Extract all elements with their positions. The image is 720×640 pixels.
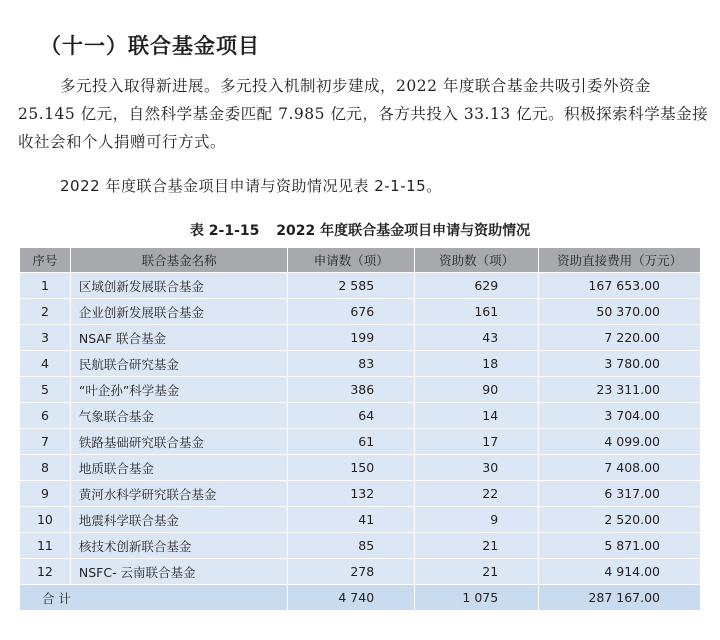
header-direct-cost: 资助直接费用（万元） [539, 248, 701, 273]
row-index: 6 [20, 403, 71, 429]
funded-count: 90 [415, 377, 539, 403]
funded-count: 30 [415, 455, 539, 481]
section-title: （十一）联合基金项目 [40, 34, 260, 58]
row-index: 4 [20, 351, 71, 377]
applications-count: 61 [288, 429, 415, 455]
fund-name: 核技术创新联合基金 [70, 533, 288, 559]
fund-name: 民航联合研究基金 [70, 351, 288, 377]
fund-name: 地震科学联合基金 [70, 507, 288, 533]
header-applications: 申请数（项） [288, 248, 415, 273]
applications-count: 83 [288, 351, 415, 377]
funded-count: 21 [415, 559, 539, 585]
funded-count: 18 [415, 351, 539, 377]
row-index: 11 [20, 533, 71, 559]
row-index: 3 [20, 325, 71, 351]
table-row [20, 325, 701, 351]
table-row [20, 533, 701, 559]
funded-count: 17 [415, 429, 539, 455]
funded-count: 161 [415, 299, 539, 325]
applications-count: 278 [288, 559, 415, 585]
funded-count: 14 [415, 403, 539, 429]
table-number: 表 2-1-15 [189, 223, 260, 239]
row-index: 10 [20, 507, 71, 533]
funded-count: 9 [415, 507, 539, 533]
paragraph-line: 25.145 亿元，自然科学基金委匹配 7.985 亿元，各方共投入 33.13 亿元。积极探索科学基金接 [18, 105, 709, 123]
applications-count: 386 [288, 377, 415, 403]
direct-cost: 50 370.00 [539, 299, 701, 325]
table-row [20, 507, 701, 533]
fund-name: “叶企孙”科学基金 [70, 377, 288, 403]
direct-cost: 3 704.00 [539, 403, 701, 429]
direct-cost: 5 871.00 [539, 533, 701, 559]
total-direct-cost: 287 167.00 [539, 585, 701, 611]
table-caption [0, 220, 720, 240]
table-row [20, 481, 701, 507]
fund-name: NSAF 联合基金 [70, 325, 288, 351]
table-row [20, 299, 701, 325]
table-row [20, 377, 701, 403]
intro-paragraph [18, 72, 709, 156]
joint-fund-table [19, 247, 701, 611]
direct-cost: 7 220.00 [539, 325, 701, 351]
table-row [20, 403, 701, 429]
row-index: 8 [20, 455, 71, 481]
fund-name: 气象联合基金 [70, 403, 288, 429]
table-row [20, 273, 701, 299]
fund-name: 黄河水科学研究联合基金 [70, 481, 288, 507]
fund-name: NSFC- 云南联合基金 [70, 559, 288, 585]
fund-name: 区域创新发展联合基金 [70, 273, 288, 299]
fund-name: 地质联合基金 [70, 455, 288, 481]
funded-count: 629 [415, 273, 539, 299]
fund-name: 铁路基础研究联合基金 [70, 429, 288, 455]
direct-cost: 4 914.00 [539, 559, 701, 585]
table-row [20, 559, 701, 585]
fund-name: 企业创新发展联合基金 [70, 299, 288, 325]
direct-cost: 6 317.00 [539, 481, 701, 507]
total-funded: 1 075 [415, 585, 539, 611]
header-fund-name: 联合基金名称 [70, 248, 288, 273]
funded-count: 22 [415, 481, 539, 507]
applications-count: 41 [288, 507, 415, 533]
direct-cost: 23 311.00 [539, 377, 701, 403]
applications-count: 150 [288, 455, 415, 481]
header-index: 序号 [20, 248, 71, 273]
total-label: 合 计 [20, 585, 288, 611]
row-index: 7 [20, 429, 71, 455]
row-index: 1 [20, 273, 71, 299]
row-index: 9 [20, 481, 71, 507]
table-row [20, 455, 701, 481]
funded-count: 21 [415, 533, 539, 559]
direct-cost: 2 520.00 [539, 507, 701, 533]
applications-count: 2 585 [288, 273, 415, 299]
direct-cost: 7 408.00 [539, 455, 701, 481]
total-applications: 4 740 [288, 585, 415, 611]
applications-count: 132 [288, 481, 415, 507]
applications-count: 199 [288, 325, 415, 351]
direct-cost: 3 780.00 [539, 351, 701, 377]
total-row [20, 585, 701, 611]
table-row [20, 429, 701, 455]
paragraph-line: 收社会和个人捐赠可行方式。 [18, 133, 227, 151]
table-header-row [20, 248, 701, 273]
applications-count: 676 [288, 299, 415, 325]
table-reference-paragraph: 2022 年度联合基金项目申请与资助情况见表 2-1-15。 [60, 177, 442, 195]
applications-count: 64 [288, 403, 415, 429]
row-index: 12 [20, 559, 71, 585]
applications-count: 85 [288, 533, 415, 559]
table-row [20, 351, 701, 377]
funded-count: 43 [415, 325, 539, 351]
paragraph-line: 多元投入取得新进展。多元投入机制初步建成，2022 年度联合基金共吸引委外资金 [60, 77, 651, 95]
table-title: 2022 年度联合基金项目申请与资助情况 [276, 223, 531, 239]
direct-cost: 4 099.00 [539, 429, 701, 455]
row-index: 5 [20, 377, 71, 403]
row-index: 2 [20, 299, 71, 325]
header-funded: 资助数（项） [415, 248, 539, 273]
direct-cost: 167 653.00 [539, 273, 701, 299]
